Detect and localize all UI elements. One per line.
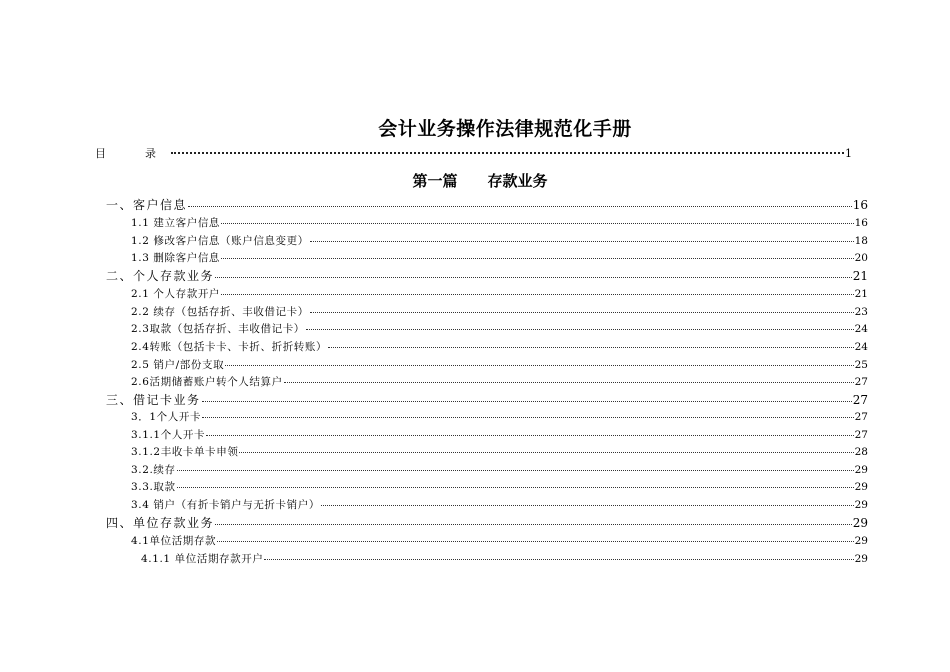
toc-entry-label: 3.1.2丰收卡单卡申领 [131,446,239,458]
toc-entry-page: 28 [854,446,868,458]
document-title: 会计业务操作法律规范化手册 [378,118,632,140]
toc-entry-label: 二、个人存款业务 [106,269,215,283]
toc-entry[interactable] [131,339,868,354]
toc-entry-label: 2.1 个人存款开户 [131,288,221,300]
toc-entry-page: 24 [854,323,868,335]
dot-leader [321,498,854,509]
toc-entry[interactable] [131,409,868,424]
toc-entry[interactable] [131,215,868,230]
part-number: 第一篇 [412,172,458,190]
dot-leader [215,515,852,527]
dot-leader [221,287,854,298]
toc-entry[interactable] [131,304,868,319]
toc-entry-label: 2.5 销户/部份支取 [131,359,225,371]
toc-contents-label: 目 录 [95,147,170,160]
toc-entry[interactable] [106,514,868,531]
toc-entry[interactable] [131,357,868,372]
dot-leader [221,251,854,262]
toc-entry[interactable] [131,479,868,494]
toc-entry[interactable] [131,533,868,548]
toc-entry[interactable] [131,444,868,459]
toc-entry-page: 18 [854,235,868,247]
toc-entry-page: 29 [854,553,868,565]
toc-entry-page: 21 [854,288,868,300]
toc-entry-page: 29 [854,481,868,493]
toc-entry-page: 29 [854,535,868,547]
toc-entry-page: 27 [854,411,868,423]
toc-entry[interactable] [131,497,868,512]
dot-leader [306,322,854,333]
toc-contents-page: 1 [845,147,852,160]
dot-leader [188,197,852,209]
toc-entry-label: 三、借记卡业务 [106,393,201,407]
toc-entry-label: 3.2.续存 [131,464,176,476]
dot-leader [225,358,853,369]
toc-entry[interactable] [131,286,868,301]
toc-entry-page: 23 [854,306,868,318]
toc-entry[interactable] [141,551,868,566]
toc-entry-label: 2.6活期储蓄账户转个人结算户 [131,376,283,388]
dot-leader [202,410,854,421]
toc-entry-label: 4.1单位活期存款 [131,535,217,547]
toc-entry-page: 20 [854,252,868,264]
toc-entry-page: 29 [854,464,868,476]
toc-entry[interactable] [131,427,868,442]
dot-leader [310,234,854,245]
toc-entry-page: 27 [854,376,868,388]
dot-leader [177,463,854,474]
toc-entry-label: 1.3 删除客户信息 [131,252,221,264]
toc-entry-label: 1.1 建立客户信息 [131,217,221,229]
toc-entry[interactable] [106,196,868,213]
toc-entry[interactable] [131,374,868,389]
dot-leader [202,392,852,404]
toc-entry-label: 3.3.取款 [131,481,176,493]
toc-entry-label: 2.3取款（包括存折、丰收借记卡） [131,323,305,335]
toc-entry-page: 29 [854,499,868,511]
dot-leader [217,534,854,545]
toc-entry-page: 27 [854,429,868,441]
toc-entry-label: 2.2 续存（包括存折、丰收借记卡） [131,306,309,318]
toc-entry[interactable] [131,233,868,248]
toc-entry-label: 四、单位存款业务 [106,516,215,530]
toc-entry-page: 16 [852,198,868,212]
toc-entry-label: 4.1.1 单位活期存款开户 [141,553,264,565]
toc-entry[interactable] [106,267,868,284]
dot-leader [239,445,853,456]
toc-entry-label: 3．1个人开卡 [131,411,202,423]
toc-entry[interactable] [131,462,868,477]
toc-entry-page: 24 [854,341,868,353]
dot-leader [284,375,854,386]
toc-entry-page: 29 [852,516,868,530]
toc-entry[interactable] [131,250,868,265]
part-heading [0,170,950,191]
toc-entry-label: 3.4 销户（有折卡销户与无折卡销户） [131,499,320,511]
dot-leader [215,268,852,280]
dot-leader [177,480,854,491]
dot-leader [264,552,853,563]
toc-entry-label: 1.2 修改客户信息（账户信息变更） [131,235,309,247]
toc-entry-page: 25 [854,359,868,371]
toc-entry-page: 16 [854,217,868,229]
dot-leader [221,216,854,227]
toc-entry-page: 27 [852,393,868,407]
dot-leader [310,305,854,316]
toc-entry[interactable] [131,321,868,336]
part-name: 存款业务 [487,172,548,190]
dot-leader [206,428,854,439]
toc-entry-page: 21 [852,269,868,283]
toc-entry-label: 一、客户信息 [106,198,188,212]
toc-entry-label: 3.1.1个人开卡 [131,429,206,441]
toc-entry-label: 2.4转账（包括卡卡、卡折、折折转账） [131,341,328,353]
dot-leader [328,340,854,351]
toc-contents-line[interactable] [95,145,852,161]
dot-leader [171,146,844,157]
toc-entry[interactable] [106,391,868,408]
